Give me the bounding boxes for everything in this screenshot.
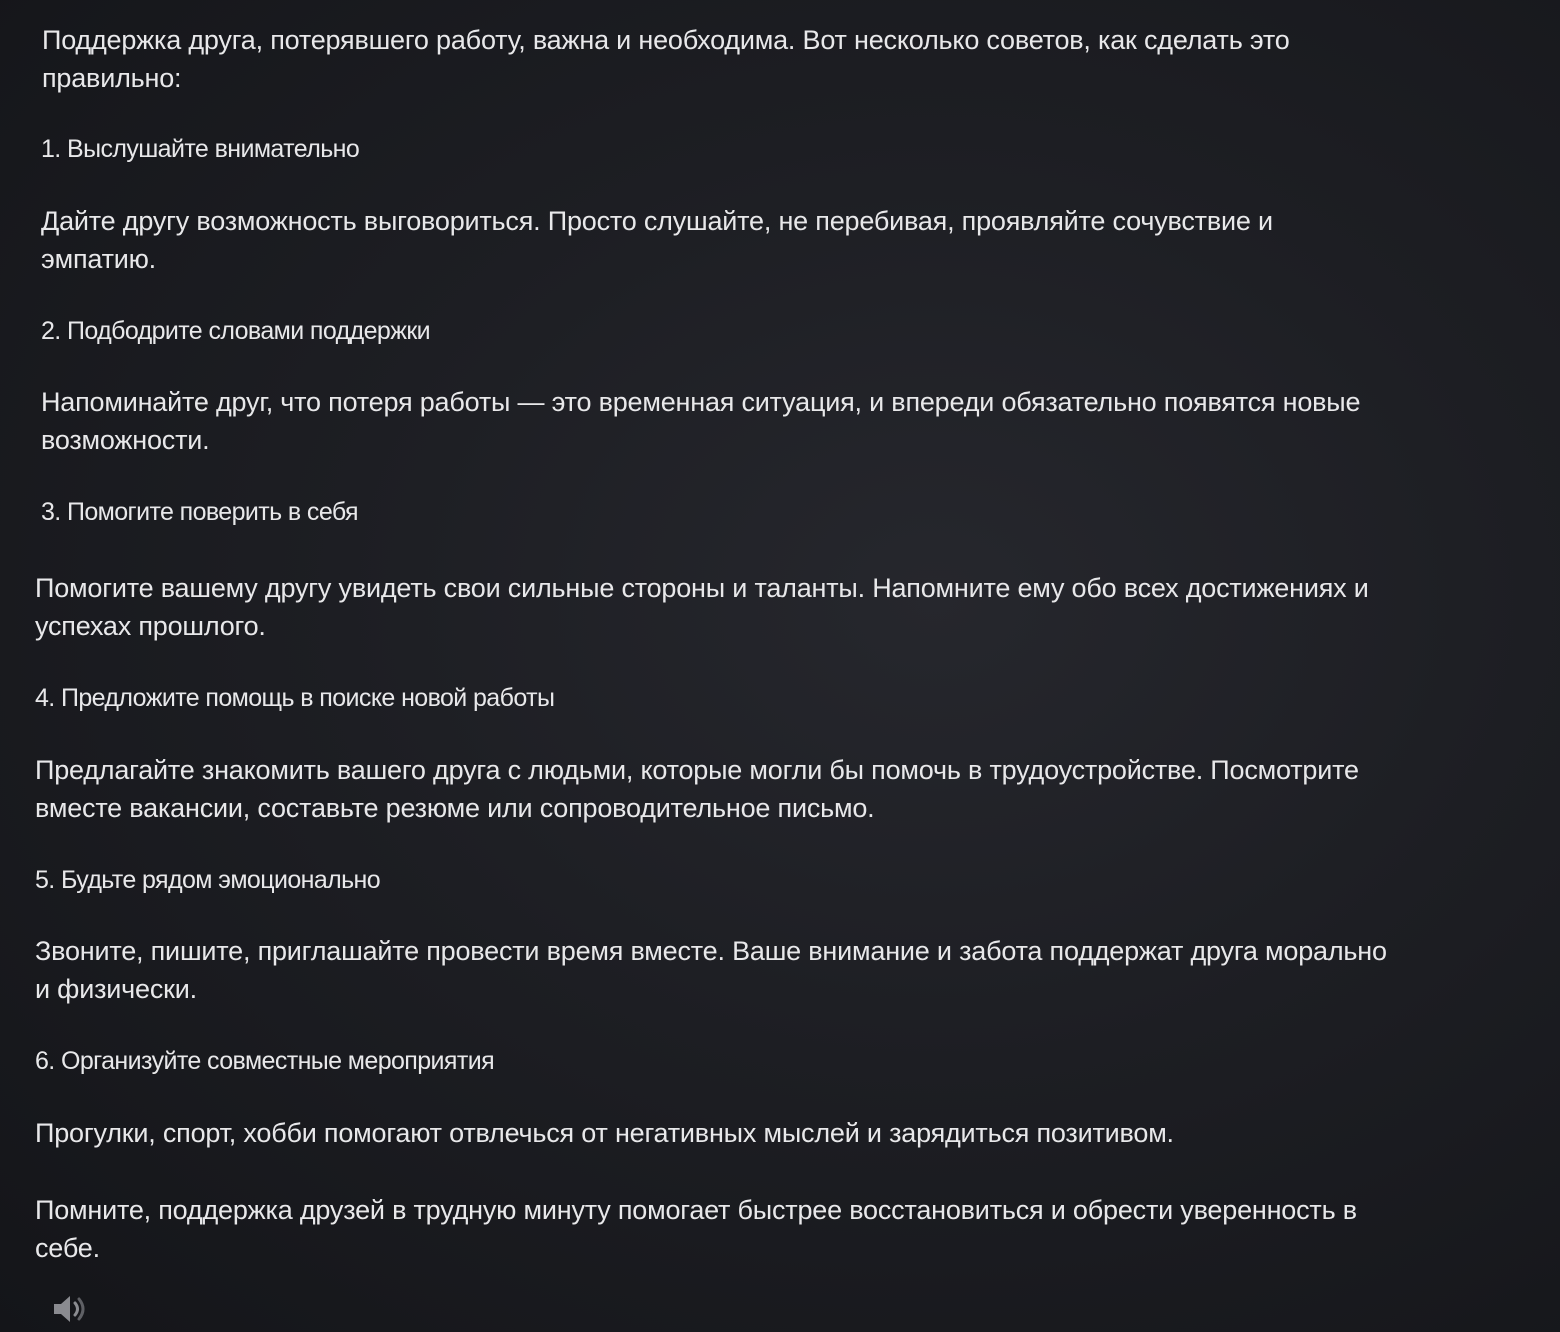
tip-5-text-line-1: Звоните, пишите, приглашайте провести время вместе. Ваше внимание и забота поддержат друга морально — [35, 936, 1387, 966]
conclusion-line-1: Помните, поддержка друзей в трудную минуту помогает быстрее восстановиться и обрести уверенность в — [35, 1195, 1357, 1225]
tip-6-text-line-1: Прогулки, спорт, хобби помогают отвлечься от негативных мыслей и зарядиться позитивом. — [35, 1118, 1174, 1148]
tip-3-text-line-2: успехах прошлого. — [35, 611, 266, 641]
tip-2-text-line-2: возможности. — [41, 425, 210, 455]
intro-line-1: Поддержка друга, потерявшего работу, важна и необходима. Вот несколько советов, как сделать это — [42, 25, 1290, 55]
tip-1-heading: 1. Выслушайте внимательно — [41, 135, 360, 163]
tip-3-text-line-1: Помогите вашему другу увидеть свои сильные стороны и таланты. Напомните ему обо всех достижениях и — [35, 573, 1369, 603]
tip-1-text-line-1: Дайте другу возможность выговориться. Просто слушайте, не перебивая, проявляйте сочувствие и — [41, 206, 1273, 236]
tip-3-heading: 3. Помогите поверить в себя — [41, 498, 358, 526]
conclusion-line-2: себе. — [35, 1233, 100, 1263]
tip-4-heading: 4. Предложите помощь в поиске новой работы — [35, 684, 555, 712]
tip-4-text-line-2: вместе вакансии, составьте резюме или сопроводительное письмо. — [35, 793, 875, 823]
tip-5-heading: 5. Будьте рядом эмоционально — [35, 866, 381, 894]
tip-4-text-line-1: Предлагайте знакомить вашего друга с людьми, которые могли бы помочь в трудоустройстве. Посмотрите — [35, 755, 1359, 785]
tip-2-heading: 2. Подбодрите словами поддержки — [41, 317, 431, 345]
tip-1-text-line-2: эмпатию. — [41, 244, 156, 274]
speaker-icon[interactable] — [50, 1292, 90, 1326]
tip-6-heading: 6. Организуйте совместные мероприятия — [35, 1047, 495, 1075]
tip-5-text-line-2: и физически. — [35, 974, 197, 1004]
tip-2-text-line-1: Напоминайте друг, что потеря работы — это временная ситуация, и впереди обязательно появятся новые — [41, 387, 1361, 417]
intro-line-2: правильно: — [42, 63, 182, 93]
